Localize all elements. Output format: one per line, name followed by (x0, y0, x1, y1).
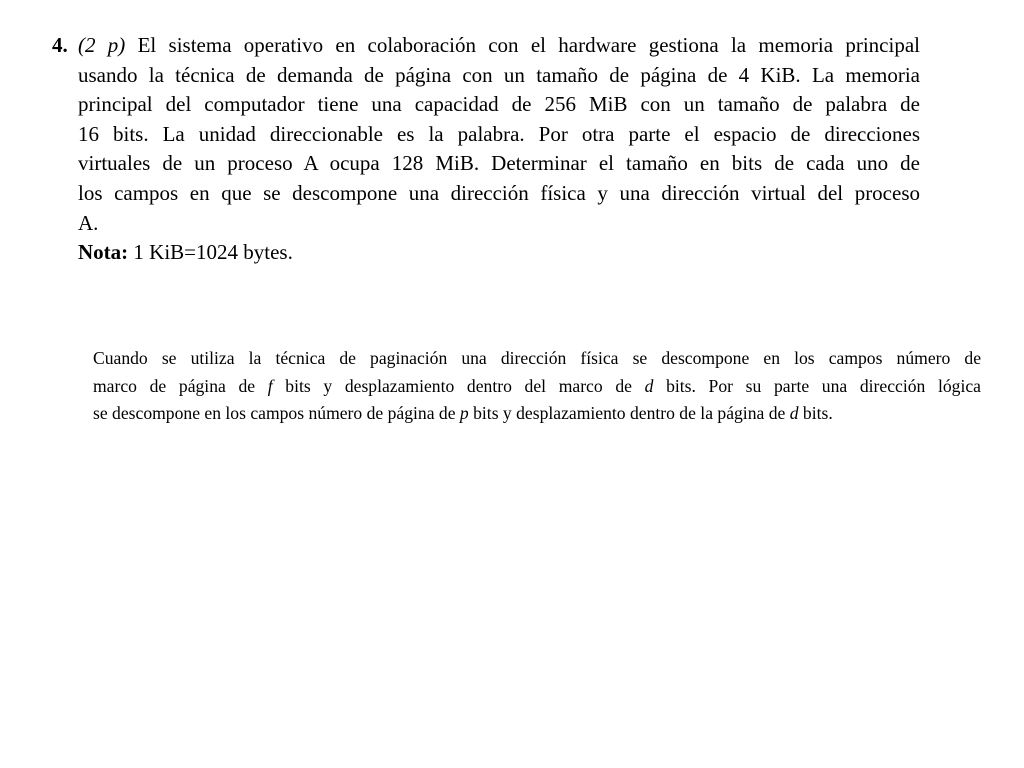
question-statement (52, 31, 920, 238)
question-line-1-text: El sistema operativo en colaboración con el hardware gestiona la memoria principal (125, 33, 920, 57)
answer-line-2-part-a: marco de página de (93, 375, 268, 396)
question-number: 4. (52, 33, 68, 57)
variable-d: d (644, 375, 654, 396)
answer-line-3-part-b: bits y desplazamiento dentro de la página de (468, 403, 790, 423)
question-line-6: los campos en que se descompone una dirección física y una dirección virtual del proceso (78, 180, 920, 205)
question-note (52, 238, 920, 268)
answer-line-3-part-c: bits. (798, 403, 833, 423)
answer-block (93, 345, 981, 428)
question-line-3: principal del computador tiene una capacidad de 256 MiB con un tamaño de palabra de (78, 92, 920, 117)
variable-d: d (789, 403, 799, 423)
note-label: Nota: (78, 240, 129, 265)
question-line-5: virtuales de un proceso A ocupa 128 MiB. Determinar el tamaño en bits de cada uno de (78, 151, 920, 176)
question-line-7: A. (78, 210, 99, 235)
variable-f: f (267, 375, 273, 396)
answer-line-3 (93, 400, 981, 428)
answer-line-2-part-b: bits y desplazamiento dentro del marco de (272, 375, 645, 396)
variable-p: p (459, 403, 469, 423)
question-line-2: usando la técnica de demanda de página con un tamaño de página de 4 KiB. La memoria (78, 62, 920, 87)
question-text (78, 31, 920, 238)
answer-line-2-part-c: bits. Por su parte una dirección lógica (653, 375, 981, 396)
answer-line-3-part-a: se descompone en los campos número de página de (93, 403, 460, 423)
note-text: 1 KiB=1024 bytes. (128, 240, 293, 265)
question-block (52, 31, 920, 268)
question-points: (2 p) (78, 33, 126, 57)
answer-line-2 (93, 373, 981, 401)
question-line-1 (78, 31, 920, 61)
answer-line-1-text: Cuando se utiliza la técnica de paginación una dirección física se descompone en los campos número de (93, 348, 981, 368)
answer-line-1 (93, 345, 981, 373)
question-line-4: 16 bits. La unidad direccionable es la palabra. Por otra parte el espacio de direcciones (78, 121, 920, 146)
